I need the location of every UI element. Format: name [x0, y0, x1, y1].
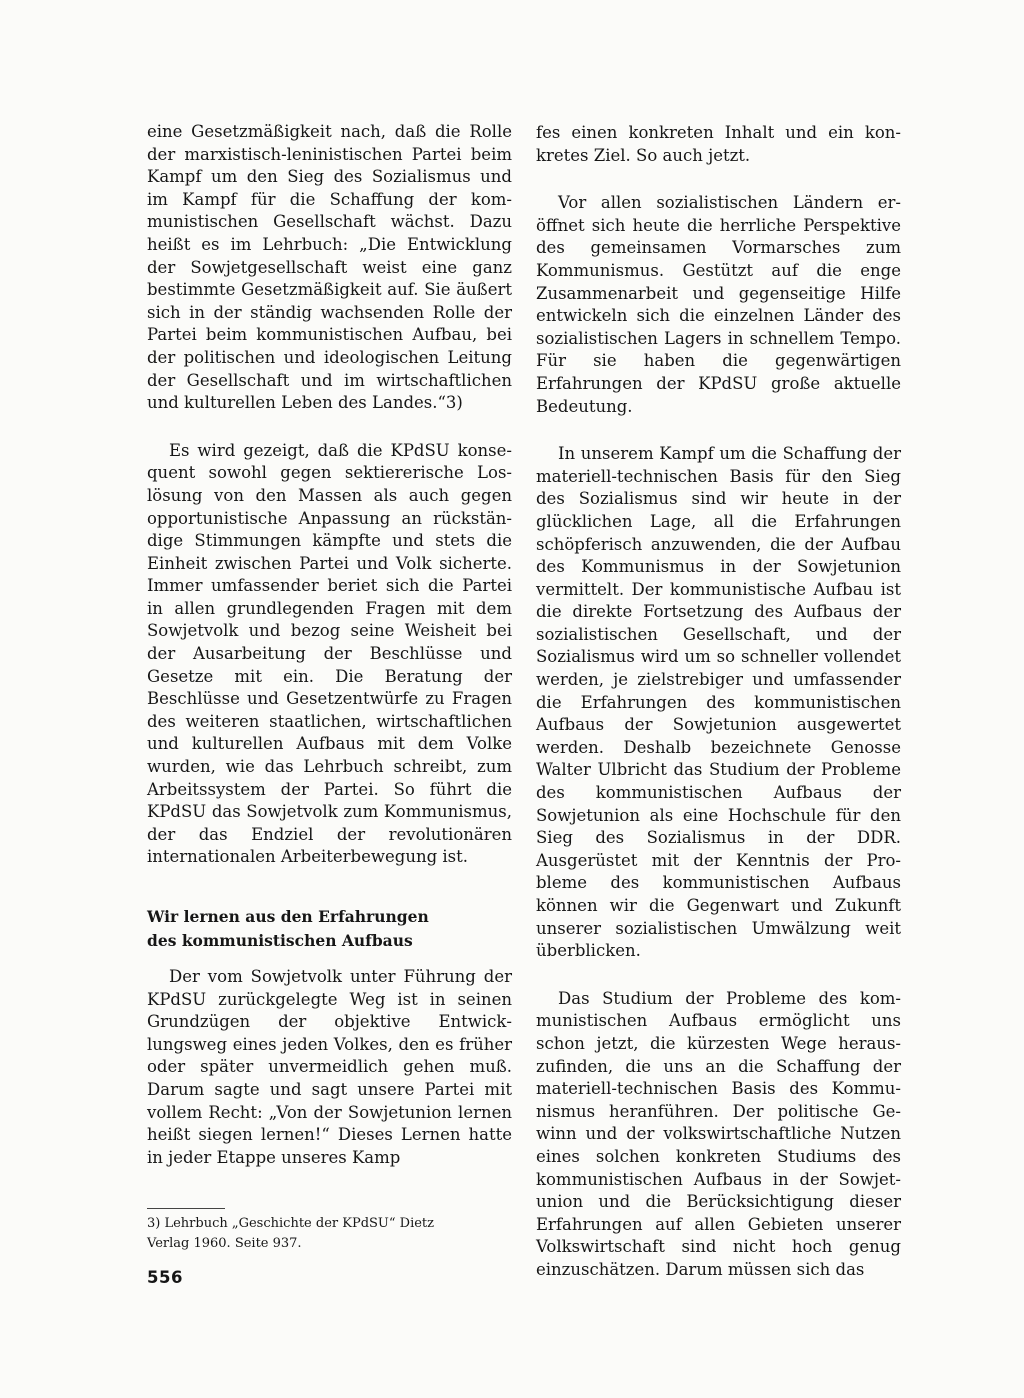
paragraph: eine Gesetzmäßigkeit nach, daß die Rolle der marxistisch-leninistischen Partei beim Kampf um den Sieg des Sozialismus und im Kampf für die Schaffung der kommunistischen Gesellschaft wächst. Dazu heißt es im Lehrbuch: „Die Entwicklung der Sowjetgesellschaft weist eine ganz bestimmte Gesetzmäßigkeit auf. Sie äußert sich in der ständig wachsenden Rolle der Partei beim kommunistischen Aufbau, bei der politischen und ideologischen Leitung der Gesellschaft und im wirtschaftlichen und kulturellen Leben des Landes.“3) [147, 122, 512, 413]
paragraph: Das Studium der Probleme des kommunistischen Aufbaus ermöglicht uns schon jetzt, die kürzesten Wege herauszufinden, die uns an die Schaffung der materiell-technischen Basis des Kommunismus heranführen. Der politische Gewinn und der volkswirtschaftliche Nutzen eines solchen konkreten Studiums des kommunistischen Aufbaus in der Sowjetunion und die Berücksichtigung dieser Erfahrungen auf allen Gebieten unserer Volkswirtschaft sind nicht hoch genug einzuschätzen. Darum müssen sich das [536, 988, 901, 1279]
paragraph: In unserem Kampf um die Schaffung der materiell-technischen Basis für den Sieg des Sozialismus sind wir heute in der glücklichen Lage, all die Erfahrungen schöpferisch anzuwenden, die der Aufbau des Kommunismus in der Sowjetunion vermittelt. Der kommunistische Aufbau ist die direkte Fortsetzung des Aufbaus der sozialistischen Gesellschaft, und der Sozialismus wird um so schneller vollendet werden, je zielstrebiger und umfassender die Erfahrungen des kommunistischen Aufbaus der Sowjetunion ausgewertet werden. Deshalb bezeichnete Genosse Walter Ulbricht das Studium der Probleme des kommunistischen Aufbaus der Sowjetunion als eine Hochschule für den Sieg des Sozialismus in der DDR. Ausgerüstet mit der Kenntnis der Probleme des kommunistischen Aufbaus können wir die Gegenwart und Zukunft unserer sozialistischen Umwälzung weit überblicken. [536, 444, 901, 961]
footnote-divider [147, 1208, 225, 1209]
paragraph: Der vom Sowjetvolk unter Führung der KPdSU zurückgelegte Weg ist in seinen Grundzügen der objektive Entwicklungsweg eines jeden Volkes, den es früher oder später unvermeidlich gehen muß. Darum sagte und sagt unsere Partei mit vollem Recht: „Von der Sowjetunion lernen heißt siegen lernen!“ Dieses Lernen hatte in jeder Etappe unseres Kamp [147, 967, 512, 1167]
right-column [536, 122, 901, 1282]
paragraph: Vor allen sozialistischen Ländern eröffnet sich heute die herrliche Perspektive des gemeinsamen Vormarsches zum Kommunismus. Gestützt auf die enge Zusammenarbeit und gegenseitige Hilfe entwickeln sich die einzelnen Länder des sozialistischen Lagers in schnellem Tempo. Für sie haben die gegenwärtigen Erfahrungen der KPdSU große aktuelle Bedeutung. [536, 193, 901, 416]
paragraph: fes einen konkreten Inhalt und ein konkretes Ziel. So auch jetzt. [536, 123, 901, 165]
footnote-line: 3) Lehrbuch „Geschichte der KPdSU“ Dietz [147, 1216, 434, 1231]
page-number: 556 [147, 1268, 183, 1287]
paragraph: Es wird gezeigt, daß die KPdSU konsequent sowohl gegen sektiererische Loslösung von den Massen als auch gegen opportunistische Anpassung an rückständige Stimmungen kämpfte und stets die Einheit zwischen Partei und Volk sicherte. Immer umfassender beriet sich die Partei in allen grundlegenden Fragen mit dem Sowjetvolk und bezog seine Weisheit bei der Ausarbeitung der Beschlüsse und Gesetze mit ein. Die Beratung der Beschlüsse und Gesetzentwürfe zu Fragen des weiteren staatlichen, wirtschaftlichen und kulturellen Aufbaus mit dem Volke wurden, wie das Lehrbuch schreibt, zum Arbeitssystem der Partei. So führt die KPdSU das Sowjetvolk zum Kommunismus, der das Endziel der revolutionären internationalen Arbeiterbewegung ist. [147, 440, 512, 867]
heading-line: des kommunistischen Aufbaus [147, 931, 413, 950]
section-heading [147, 905, 512, 953]
footnote [147, 1214, 512, 1254]
footnote-line: Verlag 1960. Seite 937. [147, 1236, 302, 1251]
left-column [147, 121, 512, 1169]
heading-line: Wir lernen aus den Erfahrungen [147, 907, 429, 926]
